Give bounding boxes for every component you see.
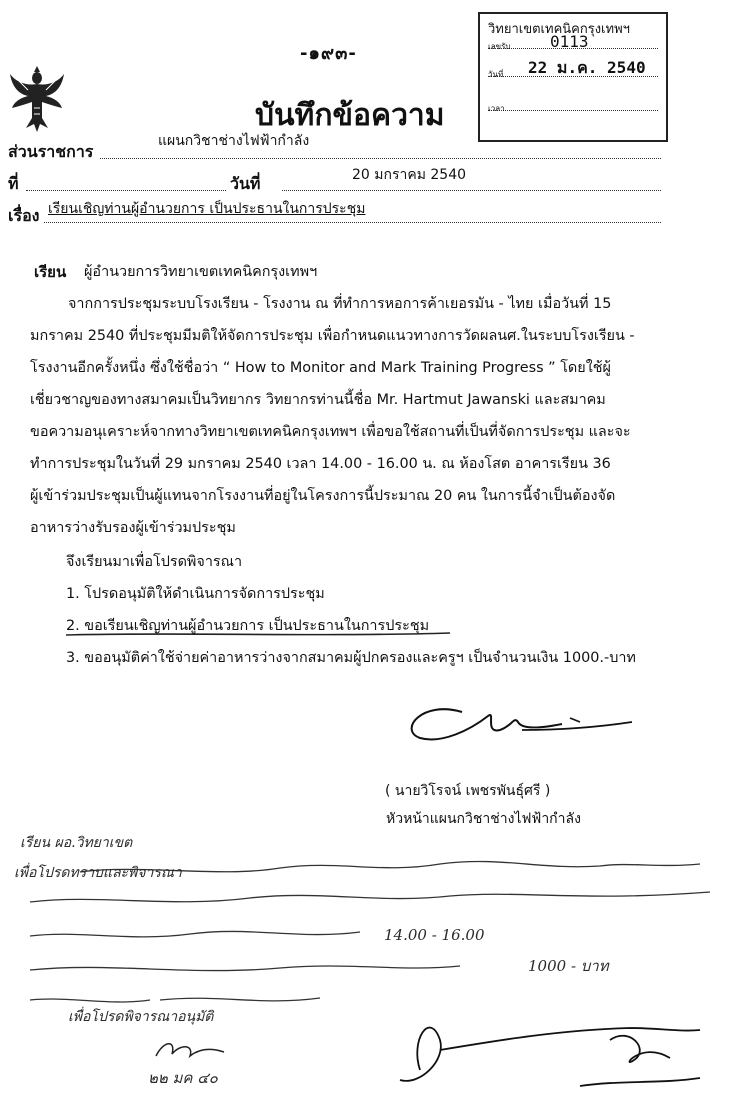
handwritten-note: เพื่อโปรดทราบและพิจารณา (14, 865, 182, 881)
stamp-time-label: เวลา (488, 104, 505, 113)
date-label: วันที่ (230, 174, 261, 193)
body-line: ทำการประชุมในวันที่ 29 มกราคม 2540 เวลา 14.00 - 16.00 น. ณ ห้องโสต อาคารเรียน 36 (30, 456, 611, 472)
request-item: 1. โปรดอนุมัติให้ดำเนินการจัดการประชุม (66, 586, 325, 602)
body-line: อาหารว่างรับรองผู้เข้าร่วมประชุม (30, 520, 236, 536)
salutation-value: ผู้อำนวยการวิทยาเขตเทคนิคกรุงเทพฯ (84, 264, 318, 280)
handwritten-note: เรียน ผอ.วิทยาเขต (20, 835, 133, 851)
handwritten-note: เพื่อโปรดพิจารณาอนุมัติ (68, 1009, 214, 1025)
body-line: เชี่ยวชาญของทางสมาคมเป็นวิทยากร วิทยากรท่านนี้ชื่อ Mr. Hartmut Jawanski และสมาคม (30, 392, 606, 408)
handwritten-note: 14.00 - 16.00 (384, 926, 485, 944)
ref-label: ที่ (8, 174, 19, 193)
stamp-received-date: 22 ม.ค. 2540 (528, 58, 646, 77)
signer-position: หัวหน้าแผนกวิชาช่างไฟฟ้ากำลัง (386, 811, 581, 827)
handwritten-date: ๒๒ มค ๔๐ (148, 1069, 218, 1087)
signer-name: ( นายวิโรจน์ เพชรพันธุ์ศรี ) (385, 783, 551, 799)
hand-underline (64, 630, 454, 638)
body-line: ผู้เข้าร่วมประชุมเป็นผู้แทนจากโรงงานที่อยู่ในโครงการนี้ประมาณ 20 คน ในการนี้จำเป็นต้องจัด (30, 488, 616, 504)
subject-label: เรื่อง (8, 206, 40, 225)
stamp-received-number: 0113 (550, 32, 589, 51)
department-value: แผนกวิชาช่างไฟฟ้ากำลัง (158, 133, 310, 149)
date-value: 20 มกราคม 2540 (352, 167, 467, 183)
handwritten-signature (392, 690, 642, 760)
handwritten-note: 1000 - บาท (528, 957, 609, 975)
stamp-institution: วิทยาเขตเทคนิคกรุงเทพฯ (488, 22, 630, 37)
stamp-number-label: เลขรับ (488, 42, 511, 51)
receipt-stamp (478, 12, 668, 142)
director-signature (380, 1000, 710, 1098)
request-item: 3. ขออนุมัติค่าใช้จ่ายค่าอาหารว่างจากสมาคมผู้ปกครองและครูฯ เป็นจำนวนเงิน 1000.-บาท (66, 650, 636, 666)
request-item: 2. ขอเรียนเชิญท่านผู้อำนวยการ เป็นประธานในการประชุม (66, 618, 430, 634)
closing-text: จึงเรียนมาเพื่อโปรดพิจารณา (66, 554, 243, 570)
salutation-label: เรียน (34, 263, 67, 281)
department-label: ส่วนราชการ (8, 142, 94, 161)
garuda-emblem-icon (6, 62, 68, 136)
body-line: โรงงานอีกครั้งหนึ่ง ซึ่งใช้ชื่อว่า “ How to Monitor and Mark Training Progress ” โดยใช้ผู้ (30, 360, 611, 376)
document-title: บันทึกข้อความ (255, 98, 445, 133)
initials-signature (150, 1036, 230, 1064)
subject-value: เรียนเชิญท่านผู้อำนวยการ เป็นประธานในการประชุม (48, 201, 366, 217)
page-number: -๑๙๓- (300, 43, 357, 64)
body-line: จากการประชุมระบบโรงเรียน - โรงงาน ณ ที่ทำการหอการค้าเยอรมัน - ไทย เมื่อวันที่ 15 (68, 296, 612, 312)
stamp-date-label: วันที่ (488, 70, 504, 79)
body-line: ขอความอนุเคราะห์จากทางวิทยาเขตเทคนิคกรุงเทพฯ เพื่อขอใช้สถานที่เป็นที่จัดการประชุม และจะ (30, 424, 631, 440)
body-line: มกราคม 2540 ที่ประชุมมีมติให้จัดการประชุม เพื่อกำหนดแนวทางการวัดผลนศ.ในระบบโรงเรียน - (30, 328, 635, 344)
